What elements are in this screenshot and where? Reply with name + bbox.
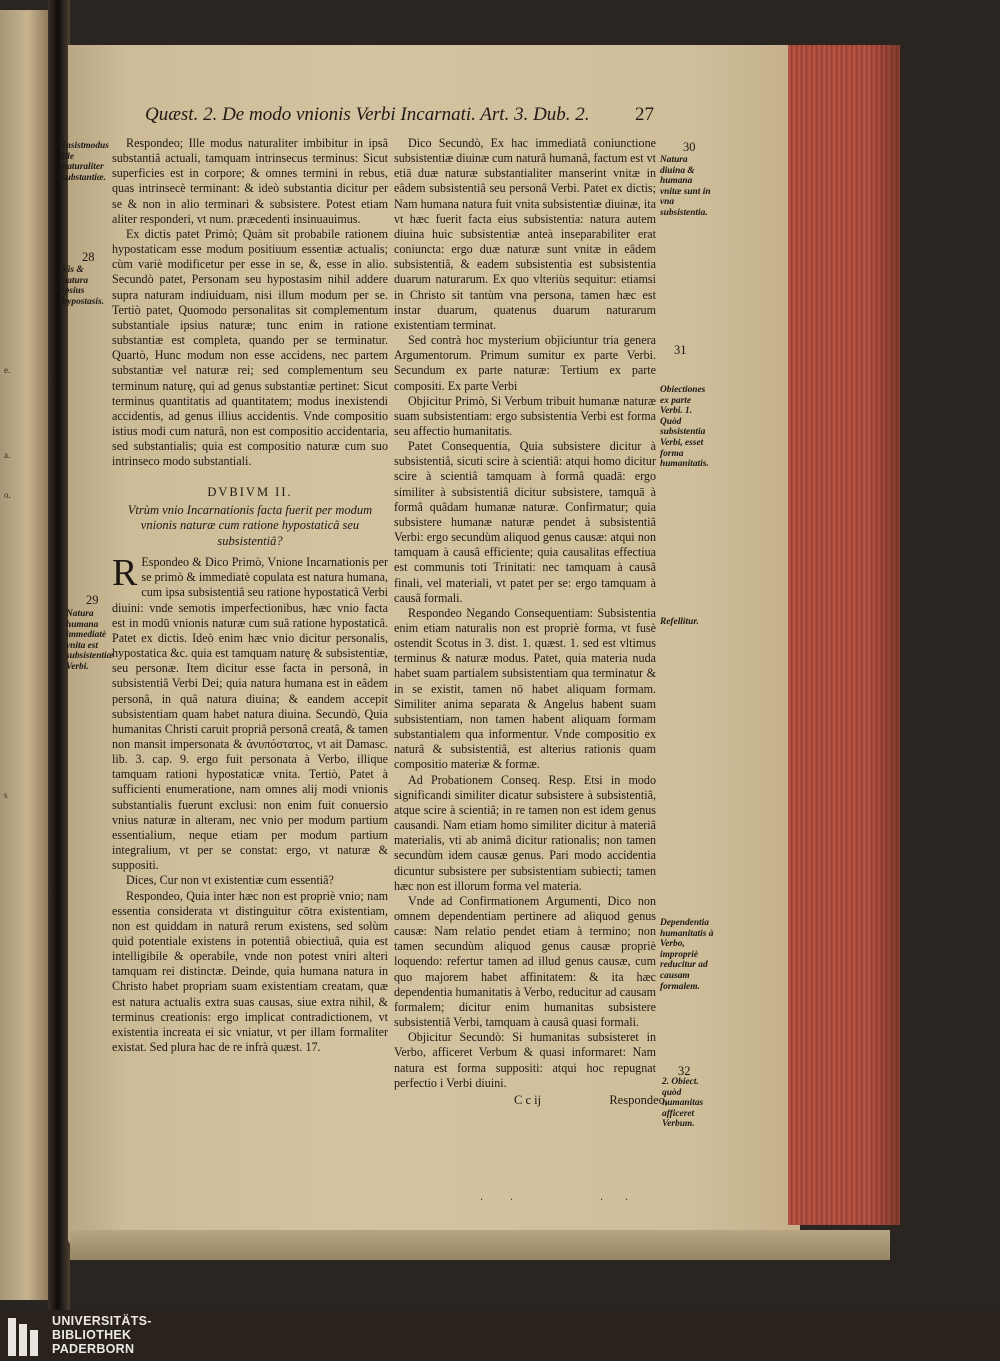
margin-note: Refellitur. — [660, 617, 699, 627]
library-footer — [0, 1310, 1000, 1361]
drop-cap: R — [112, 552, 138, 595]
paragraph: Respondeo; Ille modus naturaliter imbibitur in ipsâ substantiâ actuali, tamquam intrinsecus terminus: Sicut superficies est in corpore; & omnes termini in rebus, quas intrinsecè terminant: & ideò substantia dicitur per se & non in alio terminari & subsistere. Potest etiam aliter responderi, vt num. præcedenti insinuauimus. — [112, 136, 388, 226]
margin-note: Natura humana immediatè vnita est subsistentiæ Verbi. — [66, 609, 114, 672]
signature-line — [394, 1092, 668, 1109]
left-page-mark: a. — [4, 450, 11, 460]
stain-mark: · — [625, 1195, 629, 1206]
section-number: 30 — [683, 140, 696, 154]
margin-note: Dependentia humanitatis à Verbo, impropriè reducitur ad causam formalem. — [660, 918, 714, 992]
library-name — [52, 1314, 152, 1356]
library-line: UNIVERSITÄTS- — [52, 1314, 152, 1328]
paragraph: Objicitur Primò, Si Verbum tribuit humanæ naturæ suam subsistentiam: ergo subsistentia Verbi est forma seu affectio humanitatis. — [394, 393, 656, 438]
paragraph — [112, 552, 388, 873]
paragraph: Patet Consequentia, Quia subsistere dicitur à subsistentiâ, sicuti scire à scientiâ: atqui homo dicitur scire à scientiâ tamquam à formâ quadā: ergo similiter à subsistentiâ dicitur subsistere, tamquā à formâ quâdam humanæ naturæ. Confirmatur; quia subsistere humanæ naturæ pendet à subsistentiâ Verbi: ergo secundùm aliquod genus causæ: atqui non tamquam à causâ efficiente; quia causalitas effectiua est communis toti Trinitati: nec tamquam à causâ finali, vel materiali, vt patet per se: ergo tamquam à causâ formali. — [394, 439, 656, 605]
running-head — [145, 104, 665, 134]
paragraph: Dices, Cur non vt existentiæ cum essentiâ? — [126, 873, 334, 888]
left-page-mark: s — [4, 790, 8, 800]
left-page-mark: o. — [4, 490, 11, 500]
paragraph: Respondeo Negando Consequentiam: Subsistentia enim etiam naturalis non est propriè forma, vt fusè ostendit Scotus in 3. dist. 1. quæst. 1. sed est vltimus terminus & naturæ modus. Patet, quia materia nuda habet suam partialem subsistentiam qua terminatur & in se existit, tamen nō habet aliquam formam. Similiter anima separata & Angelus habent suam subsistentiam, non tamen habent aliquam formam substantialem qua informentur. Vnde compositio ex naturâ & subsistentiâ, est alterius rationis quam compositio materiæ & formæ. — [394, 605, 656, 772]
margin-note: 2. Obiect. quòd humanitas afficeret Verbum. — [662, 1077, 704, 1130]
section-number: 29 — [86, 593, 99, 607]
margin-note: Natura diuina & humana vnitæ sunt in vna subsistentia. — [660, 155, 711, 218]
page-number: 27 — [635, 104, 654, 125]
paragraph: Sed contrà hoc mysterium objiciuntur tria genera Argumentorum. Primum sumitur ex parte Verbi. Secundum ex parte naturæ: Tertium ex parte compositi. Ex parte Verbi — [394, 333, 656, 393]
running-title: Quæst. 2. De modo vnionis Verbi Incarnati. Art. 3. Dub. 2. — [145, 104, 590, 125]
catchword: Respondeo, — [609, 1092, 668, 1107]
paragraph: Vnde ad Confirmationem Argumenti, Dico non omnem dependentiam pertinere ad aliquod genus causæ: Nam relatio pendet etiam à termino; non tamen secundùm aliquod genus causæ propriè loquendo: refertur tamen ad illud genus causæ, cum quo majorem habet affinitatem: & ita hæc dependentia humanitatis à Verbo, reducitur ad causam formalem; dicitur enim humanitas subsistere subsistentiâ Verbi, tamquam à causâ quasi formali. — [394, 893, 656, 1030]
dubium-heading: DVBIVM II. — [207, 485, 293, 500]
section-number: 31 — [674, 343, 687, 357]
right-text-column — [394, 136, 668, 1109]
margin-note: Obiectiones ex parte Verbi. 1. Quòd subsistentia Verbi, esset forma humanitatis. — [660, 385, 709, 470]
paragraph: Respondeo, Quia inter hæc non est propriè vnio; nam essentia considerata vt distinguitur cōtra existentiam, non est quiddam in naturâ rerum existens, sed solùm quid potentiale existens in potentiâ obiectiuâ, quia est intelligibile & operabile, vnde non potest vniri alteri tamquam rei distinctæ. Deinde, quia humana natura in Christo habet propriam suam existentiam creatam, quæ est natura actualis extra suas causas, siue extra nihil, & terminus creationis: ergo implicat contradictionem, vt existentia increata ei sic vniatur, vt per illam formaliter existat. Sed plura hac de re infrà quæst. 17. — [112, 888, 388, 1055]
library-line: PADERBORN — [52, 1342, 135, 1356]
paragraph: Objicitur Secundò: Si humanitas subsisteret in Verbo, afficeret Verbum & quasi informaret: Nam natura est forma suppositi: atqui hoc repugnat perfectio i Verbi diuini. — [394, 1030, 656, 1090]
signature-mark: C c ij — [514, 1092, 542, 1107]
section-number: 32 — [678, 1064, 691, 1078]
page-edge-shadow — [870, 45, 900, 1225]
dubium-question: Vtrùm vnio Incarnationis facta fuerit per modum vnionis naturæ cum ratione hypostaticâ seu subsistentiâ? — [127, 502, 373, 548]
stain-mark: · — [600, 1195, 604, 1206]
section-number: 28 — [82, 250, 95, 264]
library-line: BIBLIOTHEK — [52, 1328, 132, 1342]
left-page-edge — [0, 10, 50, 1300]
page-bottom-edge — [70, 1230, 890, 1260]
left-page-mark: e. — [4, 365, 11, 375]
stain-mark: · — [480, 1195, 484, 1206]
paragraph: Ex dictis patet Primò; Quàm sit probabile rationem hypostaticam esse modum positiuum essentiæ actualis; cùm variè modificetur per esse in se, &, esse in alio. Secundò patet, Personam seu hypostasim nihil addere supra naturam indiuiduam, nisi illum modum per se. Tertiò patet, Quomodo personalitas sit complementum substantiale ipsius naturæ; tunc enim in ratione substantiæ est completa, quando per se terminatur. Quartò, Hunc modum non esse accidens, nec partem substantiæ vel naturæ rei; sed complementum seu terminum naturę, qui ad genus substantiæ pertinet: Sicut terminus quantitatis ad quantitatem; modus inexistendi accidentis, ad genus illius accidentis. Vnde compositio istius modi cum naturâ, non est compositio accidentaria, sed substantialis; quia est compositio naturæ cum suo intrinseco modo substantiali. — [112, 226, 388, 469]
paragraph: Ad Probationem Conseq. Resp. Etsi in modo significandi similiter dicatur subsistere à subsistentiâ, atque scire à scientiâ; in re tamen non est idem genus causandi. Nam etiam homo similiter dicitur à materiâ materialis, vti ab animâ dicitur rationalis; non tamen secundùm idem causæ genus. Pari modo accidentia dicuntur subsistere per subsistentiam subiecti; tamen hæc non est illorum forma vel materia. — [394, 772, 656, 893]
paragraph: Dico Secundò, Ex hac immediatâ coniunctione subsistentiæ diuinæ cum naturâ humanâ, factum est vt etiā duæ naturæ substantialiter manserint vnitæ in eâdem subsistentiâ seu personâ Verbi. Patet ex dictis; Nam humana natura fuit vnita subsistentiæ diuinæ, ita vt hæc fuerit facta eius subsistentia: natura autem diuina huic subsistentiæ anteà inseparabiliter erat coniuncta: ergo duæ naturæ sunt vnitæ in eâdem subsistentiâ, & eadem subsistentia est subsistentia duarum naturarum. Ex quo vlteriùs sequitur: etiamsi in Christo sit tantùm vna persona, tamen hæc est instar duarum, quatenus duarum naturarum existentiam terminat. — [394, 136, 656, 332]
margin-note: Insistmodus ille naturaliter substantiæ. — [62, 141, 109, 183]
margin-note: Vis & natura ipsius hypostasis. — [62, 265, 104, 307]
stain-mark: · — [510, 1195, 514, 1206]
paragraph-text: Espondeo & Dico Primò, Vnione Incarnationis per se primò & immediatè copulata est natura humana, cum ipsa subsistentiâ seu ratione hypostaticâ Verbi diuini: vnde semotis imperfectionibus, hæc vnio facta est in modū vnionis naturæ cum suâ ratione hypostaticâ. Patet ex dictis. Ideò enim hæc vnio dicitur personalis, hypostatica &c. quia est tamquam naturę & subsistentiæ, seu personæ. Item dicitur esse facta in personâ, in subsistentiâ Verbi Dei; quia natura humana est in eâdem personâ, in quâ natura diuina; & eandem accepit subsistentiam quam habet natura diuina. Secundò, Quia humanitas Christi caruit propriâ personâ creatâ, & tamen non mansit impersonata & ἀνυπόστατος, vt ait Damasc. lib. 3. cap. 9. ergo fuit personata à Verbo, illique tamquam rationi hypostaticæ vnita. Tertiò, Patet à sufficienti enumeratione, nam omnes alij modi vnionis substantialis fuerunt exclusi: non enim fuit conuersio vnius naturæ in alteram, nec vnio per modum partium essentialium, neque etiam per modum partium integralium, vt per se constat: ergo, vt naturæ & suppositi. — [112, 555, 388, 873]
university-logo-icon — [8, 1318, 38, 1356]
left-text-column — [112, 136, 388, 1055]
